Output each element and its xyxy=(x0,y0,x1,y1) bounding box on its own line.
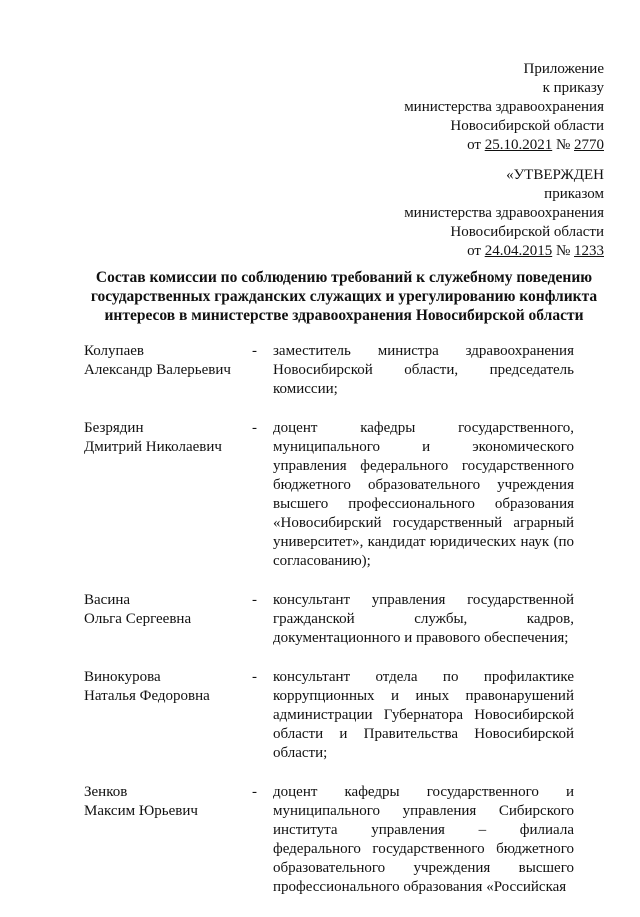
order-date: 24.04.2015 xyxy=(484,243,553,259)
member-surname: Винокурова xyxy=(84,669,161,685)
member-surname: Безрядин xyxy=(84,420,144,436)
member-role: заместитель министра здравоохранения Новосибирской области, председатель комиссии; xyxy=(273,343,574,397)
member-given-names: Дмитрий Николаевич xyxy=(84,439,222,455)
separator-dash: - xyxy=(252,592,257,608)
member-name xyxy=(84,591,249,629)
approved-label: «УТВЕРЖДЕН xyxy=(506,167,604,183)
separator-dash: - xyxy=(252,420,257,436)
member-name xyxy=(84,783,249,821)
region-label: Новосибирской области xyxy=(450,224,604,240)
member-given-names: Александр Валерьевич xyxy=(84,362,231,378)
member-entry xyxy=(84,419,574,571)
number-sign: № xyxy=(552,137,574,153)
member-surname: Колупаев xyxy=(84,343,144,359)
to-order-label: к приказу xyxy=(542,80,604,96)
member-name xyxy=(84,668,249,706)
member-given-names: Ольга Сергеевна xyxy=(84,611,192,627)
separator-dash: - xyxy=(252,343,257,359)
date-prefix: от xyxy=(467,137,485,153)
order-date-line xyxy=(404,136,604,155)
ministry-label: министерства здравоохранения xyxy=(404,99,604,115)
member-role: консультант отдела по профилактике коррупционных и иных правонарушений администрации Губернатора Новосибирской области и Правительства Новосибирской области; xyxy=(273,669,574,761)
date-prefix: от xyxy=(467,243,485,259)
approval-block-approved xyxy=(404,166,604,261)
separator-dash: - xyxy=(252,669,257,685)
commission-members-list xyxy=(84,342,574,917)
member-role: доцент кафедры государственного, муниципального и экономического управления федерального государственного бюджетного образовательного учреждения высшего профессионального образования «Новосибирский государственный аграрный университет», кандидат юридических наук (по согласованию); xyxy=(273,420,574,569)
order-date: 25.10.2021 xyxy=(484,137,553,153)
order-date-line xyxy=(404,242,604,261)
member-entry xyxy=(84,668,574,763)
member-entry xyxy=(84,783,574,897)
number-sign: № xyxy=(552,243,574,259)
region-label: Новосибирской области xyxy=(450,118,604,134)
member-given-names: Максим Юрьевич xyxy=(84,803,198,819)
ministry-label: министерства здравоохранения xyxy=(404,205,604,221)
order-number: 2770 xyxy=(574,137,604,153)
document-title: Состав комиссии по соблюдению требований к служебному поведению государственных гражданских служащих и урегулированию конфликта интересов в министерстве здравоохранения Новосибирской области xyxy=(90,269,598,324)
member-role: консультант управления государственной гражданской службы, кадров, документационного и правового обеспечения; xyxy=(273,592,574,646)
member-role: доцент кафедры государственного и муниципального управления Сибирского института управления – филиала федерального государственного бюджетного образовательного учреждения высшего профессионального образования «Российская xyxy=(273,784,574,895)
appendix-label: Приложение xyxy=(523,61,604,77)
order-number: 1233 xyxy=(574,243,604,259)
member-given-names: Наталья Федоровна xyxy=(84,688,210,704)
separator-dash: - xyxy=(252,784,257,800)
member-entry xyxy=(84,591,574,648)
approval-block-appendix xyxy=(404,60,604,155)
by-order-label: приказом xyxy=(544,186,604,202)
member-name xyxy=(84,342,249,380)
member-name xyxy=(84,419,249,457)
member-surname: Зенков xyxy=(84,784,128,800)
member-surname: Васина xyxy=(84,592,131,608)
member-entry xyxy=(84,342,574,399)
